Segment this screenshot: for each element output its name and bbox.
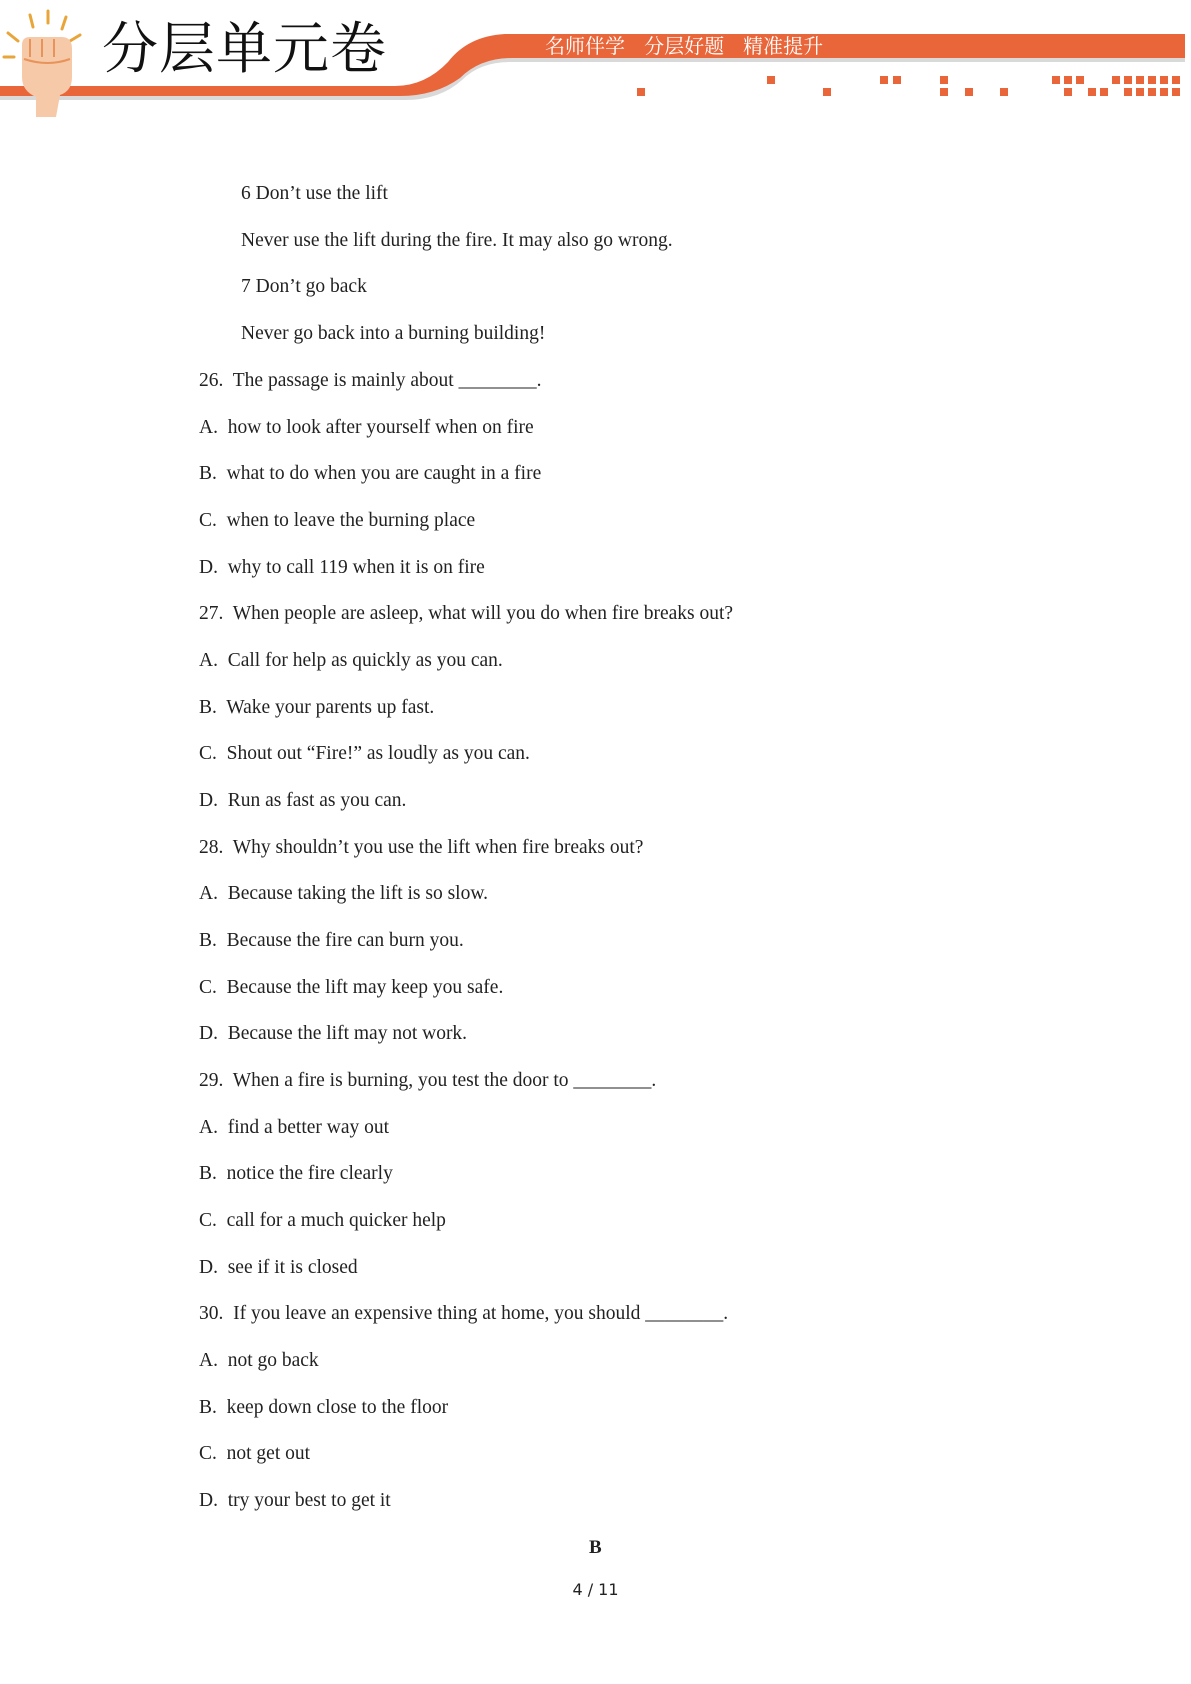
answer-option: B. keep down close to the floor: [199, 1397, 449, 1418]
answer-option: C. Shout out “Fire!” as loudly as you can.: [199, 743, 530, 764]
passage-line: Never use the lift during the fire. It may also go wrong.: [241, 230, 673, 251]
answer-option: C. when to leave the burning place: [199, 510, 476, 531]
answer-option: B. notice the fire clearly: [199, 1163, 393, 1184]
answer-option: C. not get out: [199, 1443, 311, 1464]
question-stem: 27. When people are asleep, what will you do when fire breaks out?: [199, 603, 734, 624]
page-number: 4 / 11: [572, 1580, 619, 1599]
question-stem: 29. When a fire is burning, you test the door to ________.: [199, 1070, 657, 1091]
passage-line: 6 Don’t use the lift: [241, 183, 388, 204]
answer-option: B. Because the fire can burn you.: [199, 930, 464, 951]
question-stem: 28. Why shouldn’t you use the lift when fire breaks out?: [199, 837, 644, 858]
answer-option: A. find a better way out: [199, 1117, 390, 1138]
answer-option: C. call for a much quicker help: [199, 1210, 446, 1231]
answer-option: D. try your best to get it: [199, 1490, 391, 1511]
fist-icon: [0, 5, 90, 120]
passage-line: 7 Don’t go back: [241, 276, 367, 297]
brand-title: 分层单元卷: [102, 17, 387, 82]
answer-option: C. Because the lift may keep you safe.: [199, 977, 504, 998]
header-slogan: 名师伴学 分层好题 精准提升: [545, 34, 824, 58]
answer-option: D. why to call 119 when it is on fire: [199, 557, 485, 578]
answer-option: B. what to do when you are caught in a fire: [199, 463, 542, 484]
answer-option: B. Wake your parents up fast.: [199, 697, 435, 718]
question-stem: 30. If you leave an expensive thing at home, you should ________.: [199, 1303, 729, 1324]
answer-option: D. Because the lift may not work.: [199, 1023, 468, 1044]
answer-option: A. not go back: [199, 1350, 319, 1371]
section-heading: B: [589, 1537, 602, 1558]
answer-option: A. Because taking the lift is so slow.: [199, 883, 489, 904]
question-stem: 26. The passage is mainly about ________.: [199, 370, 542, 391]
passage-line: Never go back into a burning building!: [241, 323, 546, 344]
page-header: [0, 0, 1191, 120]
answer-option: D. see if it is closed: [199, 1257, 358, 1278]
answer-option: D. Run as fast as you can.: [199, 790, 407, 811]
answer-option: A. Call for help as quickly as you can.: [199, 650, 503, 671]
answer-option: A. how to look after yourself when on fire: [199, 417, 534, 438]
